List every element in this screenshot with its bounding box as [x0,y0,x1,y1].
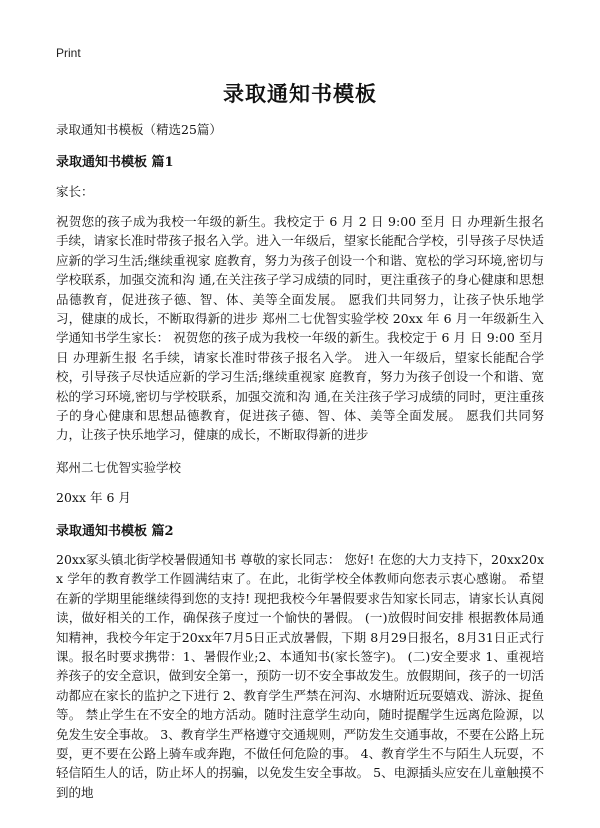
page-title: 录取通知书模板 [223,81,377,106]
section-2-body: 20xx冢头镇北街学校暑假通知书 尊敬的家长同志： 您好! 在您的大力支持下，20xx20xx 学年的教育教学工作圆满结束了。在此，北街学校全体教师向您表示衷心感谢。 希望在新的学期里能继续得到您的支持! 现把我校今年暑假要求告知家长同志，请家长认真阅读，做好相关的工作，确保孩子度过一个愉快的暑假。 (一)放假时间安排 根据教体局通知精神，我校今年定于20xx年7月5日正式放暑假，下期 8月29日报名，8月31日正式行课。报名时要求携带：1、暑假作业;2、本通知书(家长签字)。 (二)安全要求 1、重视培养孩子的安全意识，做到安全第一，预防一切不安全事故发生。放假期间，孩子的一切活动都应在家长的监护之下进行 2、教育学生严禁在河沟、水塘附近玩耍嬉戏、游泳、捉鱼等。 禁止学生在不安全的地方活动。随时注意学生动向，随时提醒学生远离危险源，以免发生安全事故。 3、教育学生严格遵守交通规则，严防发生交通事故，不要在公路上玩耍，更不要在公路上骑车或奔跑，不做任何危险的事。 4、教育学生不与陌生人玩耍，不轻信陌生人的话，防止坏人的拐骗，以免发生安全事故。 5、电源插头应安在儿童触摸不到的地 [56,552,544,800]
section-1-body: 祝贺您的孩子成为我校一年级的新生。我校定于 6 月 2 日 9:00 至月 日 办理新生报名手续，请家长准时带孩子报名入学。进入一年级后，望家长能配合学校，引导孩子尽快适应新的学习生活;继续重视家 庭教育，努力为孩子创设一个和谐、宽松的学习环境,密切与学校联系，加强交流和沟 通,在关注孩子学习成绩的同时，更注重孩子的身心健康和思想品德教育，促进孩子德、智、体、美等全面发展。 愿我们共同努力，让孩子快乐地学习，健康的成长，不断取得新的进步 郑州二七优智实验学校 20xx 年 6 月一年级新生入学通知书学生家长： 祝贺您的孩子成为我校一年级的新生。我校定于 6 月 日 9:00 至月 日 办理新生报 名手续，请家长准时带孩子报名入学。 进入一年级后，望家长能配合学校，引导孩子尽快适应新的学习生活;继续重视家 庭教育，努力为孩子创设一个和谐、宽松的学习环境,密切与学校联系，加强交流和沟 通,在关注孩子学习成绩的同时，更注重孩子的身心健康和思想品德教育，促进孩子德、智、体、美等全面发展。 愿我们共同努力，让孩子快乐地学习，健康的成长，不断取得新的进步 [56,214,544,443]
section-2-heading: 录取通知书模板 篇2 [56,524,174,539]
section-1-signature: 郑州二七优智实验学校 [56,460,182,475]
document-subtitle: 录取通知书模板（精选25篇） [56,122,222,137]
section-1-heading: 录取通知书模板 篇1 [56,155,174,170]
section-1-greeting: 家长： [56,184,94,199]
print-label[interactable]: Print [56,46,81,60]
section-1-date: 20xx 年 6 月 [56,490,131,505]
